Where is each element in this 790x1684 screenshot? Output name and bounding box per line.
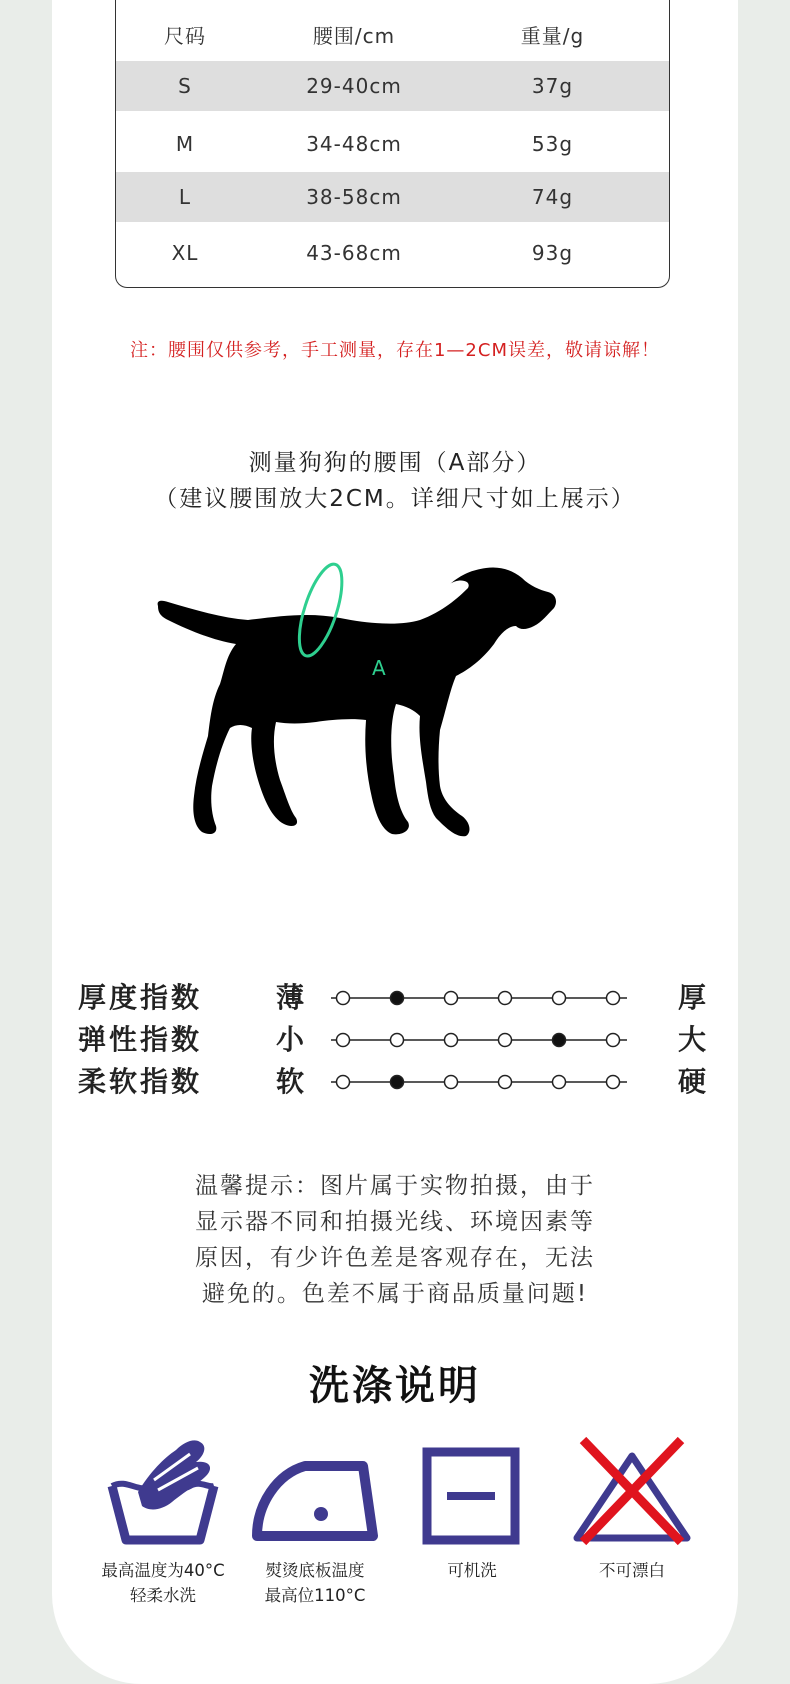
index-high-label: 厚: [678, 981, 707, 1014]
index-row: [78, 1062, 718, 1102]
table-cell-weight: 93g: [531, 241, 574, 265]
table-header-weight: 重量/g: [520, 23, 585, 48]
table-cell-weight: 74g: [531, 185, 574, 209]
index-high-label: 硬: [678, 1065, 707, 1098]
table-cell-size: L: [178, 185, 192, 209]
index-dot: [391, 1034, 404, 1047]
dog-icon: [150, 560, 590, 890]
index-dot: [499, 992, 512, 1005]
index-low-label: 软: [276, 1065, 305, 1098]
wash-label: [557, 1558, 707, 1583]
index-row: [78, 978, 718, 1018]
size-table: [115, 0, 670, 288]
tip-line: 显示器不同和拍摄光线、环境因素等: [195, 1209, 595, 1235]
waist-marker-label: A: [372, 656, 386, 680]
index-scale: [331, 1070, 631, 1094]
wash-label-line: 不可漂白: [599, 1561, 665, 1580]
table-cell-size: S: [178, 74, 192, 98]
table-header-row: [116, 10, 669, 58]
index-scale: [331, 1028, 631, 1052]
table-cell-waist: 34-48cm: [306, 131, 402, 156]
table-row: [116, 225, 669, 281]
table-cell-waist: 38-58cm: [306, 185, 402, 209]
index-high-label: 大: [678, 1023, 707, 1056]
table-row: [116, 172, 669, 222]
hand-wash-icon: [98, 1432, 228, 1548]
machine-wash-icon: [417, 1432, 527, 1548]
wash-label-line: 熨烫底板温度: [265, 1561, 365, 1580]
index-row: [78, 1020, 718, 1060]
index-dot: [499, 1076, 512, 1089]
table-cell-size: M: [175, 131, 195, 156]
table-cell-weight: 37g: [531, 74, 574, 98]
wash-label: [240, 1558, 390, 1608]
dog-silhouette-illustration: [150, 560, 590, 890]
wash-label-line: 最高温度为40°C: [101, 1561, 225, 1580]
index-scale: [331, 986, 631, 1010]
table-row: [116, 61, 669, 111]
tip-line: 避免的。色差不属于商品质量问题!: [201, 1281, 589, 1307]
waist-note: 注：腰围仅供参考，手工测量，存在1—2CM误差，敬请谅解！: [129, 340, 660, 361]
index-dot: [607, 1076, 620, 1089]
table-cell-weight: 53g: [531, 131, 574, 156]
table-cell-waist: 29-40cm: [306, 74, 402, 98]
index-low-label: 薄: [276, 981, 305, 1014]
index-dot-selected: [391, 1076, 404, 1089]
index-dot: [607, 1034, 620, 1047]
wash-label-line: 最高位110°C: [264, 1586, 366, 1605]
index-low-label: 小: [276, 1023, 305, 1056]
wash-label: [397, 1558, 547, 1583]
index-dot-selected: [391, 992, 404, 1005]
wash-label-line: 轻柔水洗: [130, 1586, 196, 1605]
index-dot-selected: [553, 1034, 566, 1047]
wash-item-iron: [240, 1432, 390, 1608]
iron-icon: [245, 1432, 385, 1548]
index-dot: [499, 1034, 512, 1047]
no-bleach-icon: [567, 1432, 697, 1548]
tip-line: 原因，有少许色差是客观存在，无法: [195, 1245, 595, 1271]
index-dot: [607, 992, 620, 1005]
index-dot: [445, 1034, 458, 1047]
table-row: [116, 116, 669, 171]
warm-tip: [150, 1168, 640, 1312]
wash-label-line: 可机洗: [447, 1561, 497, 1580]
measure-title-line1: 测量狗狗的腰围（A部分）: [248, 450, 542, 476]
index-dot: [553, 1076, 566, 1089]
index-dot: [445, 992, 458, 1005]
table-header-size: 尺码: [164, 23, 206, 48]
wash-item-no-bleach: [557, 1432, 707, 1583]
wash-title: 洗涤说明: [309, 1363, 481, 1409]
wash-item-hand-wash: [88, 1432, 238, 1608]
wash-label: [88, 1558, 238, 1608]
index-label: 弹性指数: [78, 1023, 203, 1056]
index-label: 厚度指数: [78, 981, 203, 1014]
table-cell-size: XL: [171, 241, 199, 265]
wash-item-machine-wash: [397, 1432, 547, 1583]
index-label: 柔软指数: [78, 1065, 203, 1098]
index-dot: [553, 992, 566, 1005]
tip-line: 温馨提示：图片属于实物拍摄，由于: [195, 1173, 595, 1199]
index-dot: [445, 1076, 458, 1089]
index-dot: [337, 992, 350, 1005]
table-header-waist: 腰围/cm: [312, 23, 396, 48]
index-dot: [337, 1034, 350, 1047]
measure-title-line2: （建议腰围放大2CM。详细尺寸如上展示）: [154, 486, 636, 512]
table-cell-waist: 43-68cm: [306, 241, 402, 265]
index-dot: [337, 1076, 350, 1089]
